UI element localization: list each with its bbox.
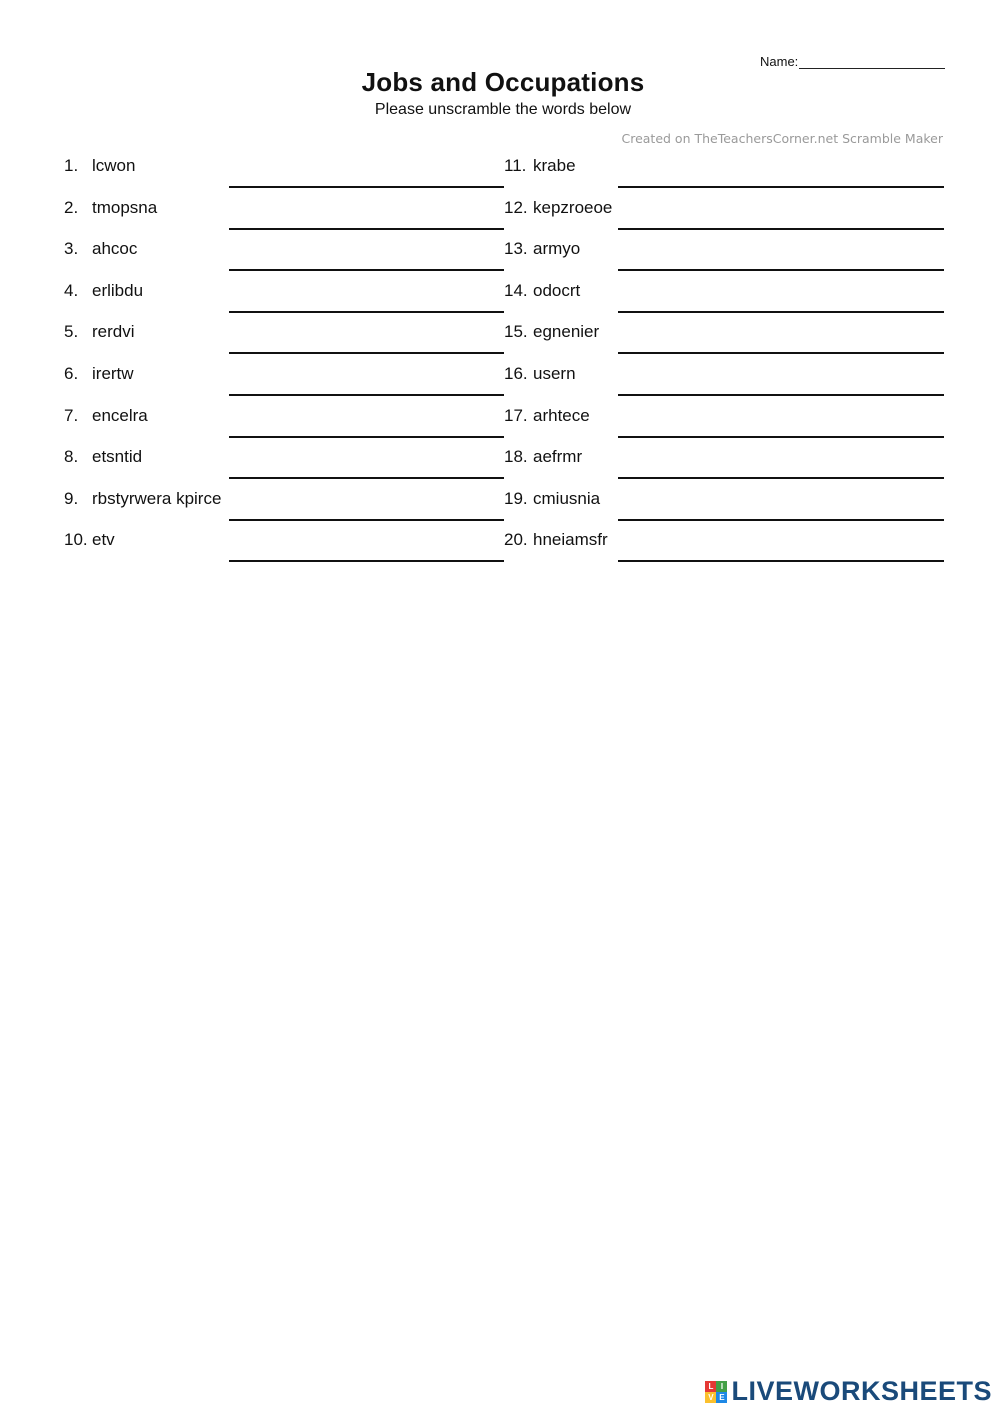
scrambled-word: kepzroeoe	[533, 197, 613, 217]
scrambled-word: usern	[533, 363, 576, 383]
word-item	[64, 396, 544, 438]
item-number: 2.	[64, 197, 79, 217]
page-subtitle: Please unscramble the words below	[374, 101, 632, 118]
word-item	[64, 146, 544, 188]
item-number: 7.	[64, 405, 79, 425]
word-item	[64, 437, 544, 479]
word-item	[504, 354, 984, 396]
word-item	[64, 229, 544, 271]
scrambled-word: rbstyrwera kpirce	[92, 488, 222, 508]
item-number: 6.	[64, 363, 79, 383]
scrambled-word: tmopsna	[92, 197, 158, 217]
item-number: 3.	[64, 239, 79, 259]
item-number: 20.	[504, 530, 528, 550]
credit-text: Created on TheTeachersCorner.net Scramble Maker	[621, 131, 943, 146]
item-number: 14.	[504, 280, 528, 300]
scrambled-word: krabe	[533, 156, 576, 175]
word-item	[504, 146, 984, 188]
brand-text: LIVEWORKSHEETS	[731, 1376, 992, 1406]
liveworksheets-icon	[705, 1381, 727, 1403]
word-item	[64, 312, 544, 354]
right-word-list	[504, 146, 984, 562]
item-number: 5.	[64, 322, 79, 342]
left-word-list	[64, 146, 544, 562]
scrambled-word: etv	[92, 530, 115, 550]
answer-line[interactable]	[229, 560, 504, 562]
scrambled-word: hneiamsfr	[533, 530, 608, 550]
liveworksheets-logo	[705, 1376, 992, 1407]
item-number: 13.	[504, 239, 528, 259]
logo-tile: V	[705, 1392, 716, 1403]
scrambled-word: odocrt	[533, 280, 581, 300]
scrambled-word: ahcoc	[92, 239, 138, 259]
scrambled-word: arhtece	[533, 405, 590, 425]
item-number: 19.	[504, 488, 528, 508]
item-number: 8.	[64, 447, 79, 467]
word-item	[64, 271, 544, 313]
word-item	[504, 437, 984, 479]
logo-tile: E	[716, 1392, 727, 1403]
answer-line[interactable]	[618, 560, 944, 562]
logo-tile: L	[705, 1381, 716, 1392]
scrambled-word: etsntid	[92, 447, 143, 467]
scrambled-word: egnenier	[533, 322, 600, 342]
word-item	[504, 229, 984, 271]
item-number: 17.	[504, 405, 528, 425]
word-item	[64, 520, 544, 562]
word-item	[64, 188, 544, 230]
item-number: 18.	[504, 447, 528, 467]
item-number: 9.	[64, 488, 79, 508]
scrambled-word: rerdvi	[92, 322, 135, 342]
word-item	[504, 312, 984, 354]
logo-tile: I	[716, 1381, 727, 1392]
word-item	[504, 271, 984, 313]
word-item	[504, 520, 984, 562]
name-label: Name:	[760, 54, 799, 69]
scrambled-word: lcwon	[92, 156, 136, 175]
scrambled-word: erlibdu	[92, 280, 144, 300]
word-item	[64, 479, 544, 521]
word-item	[504, 188, 984, 230]
item-number: 15.	[504, 322, 528, 342]
item-number: 4.	[64, 280, 79, 300]
scrambled-word: aefrmr	[533, 447, 583, 467]
word-item	[64, 354, 544, 396]
scrambled-word: encelra	[92, 405, 148, 425]
scrambled-word: armyo	[533, 239, 581, 259]
word-item	[504, 479, 984, 521]
item-number: 11.	[504, 156, 527, 175]
word-item	[504, 396, 984, 438]
scrambled-word: cmiusnia	[533, 488, 601, 508]
item-number: 10.	[64, 530, 88, 550]
page-title: Jobs and Occupations	[361, 67, 645, 97]
item-number: 1.	[64, 156, 79, 175]
scrambled-word: irertw	[92, 363, 134, 383]
item-number: 16.	[504, 363, 528, 383]
item-number: 12.	[504, 197, 528, 217]
